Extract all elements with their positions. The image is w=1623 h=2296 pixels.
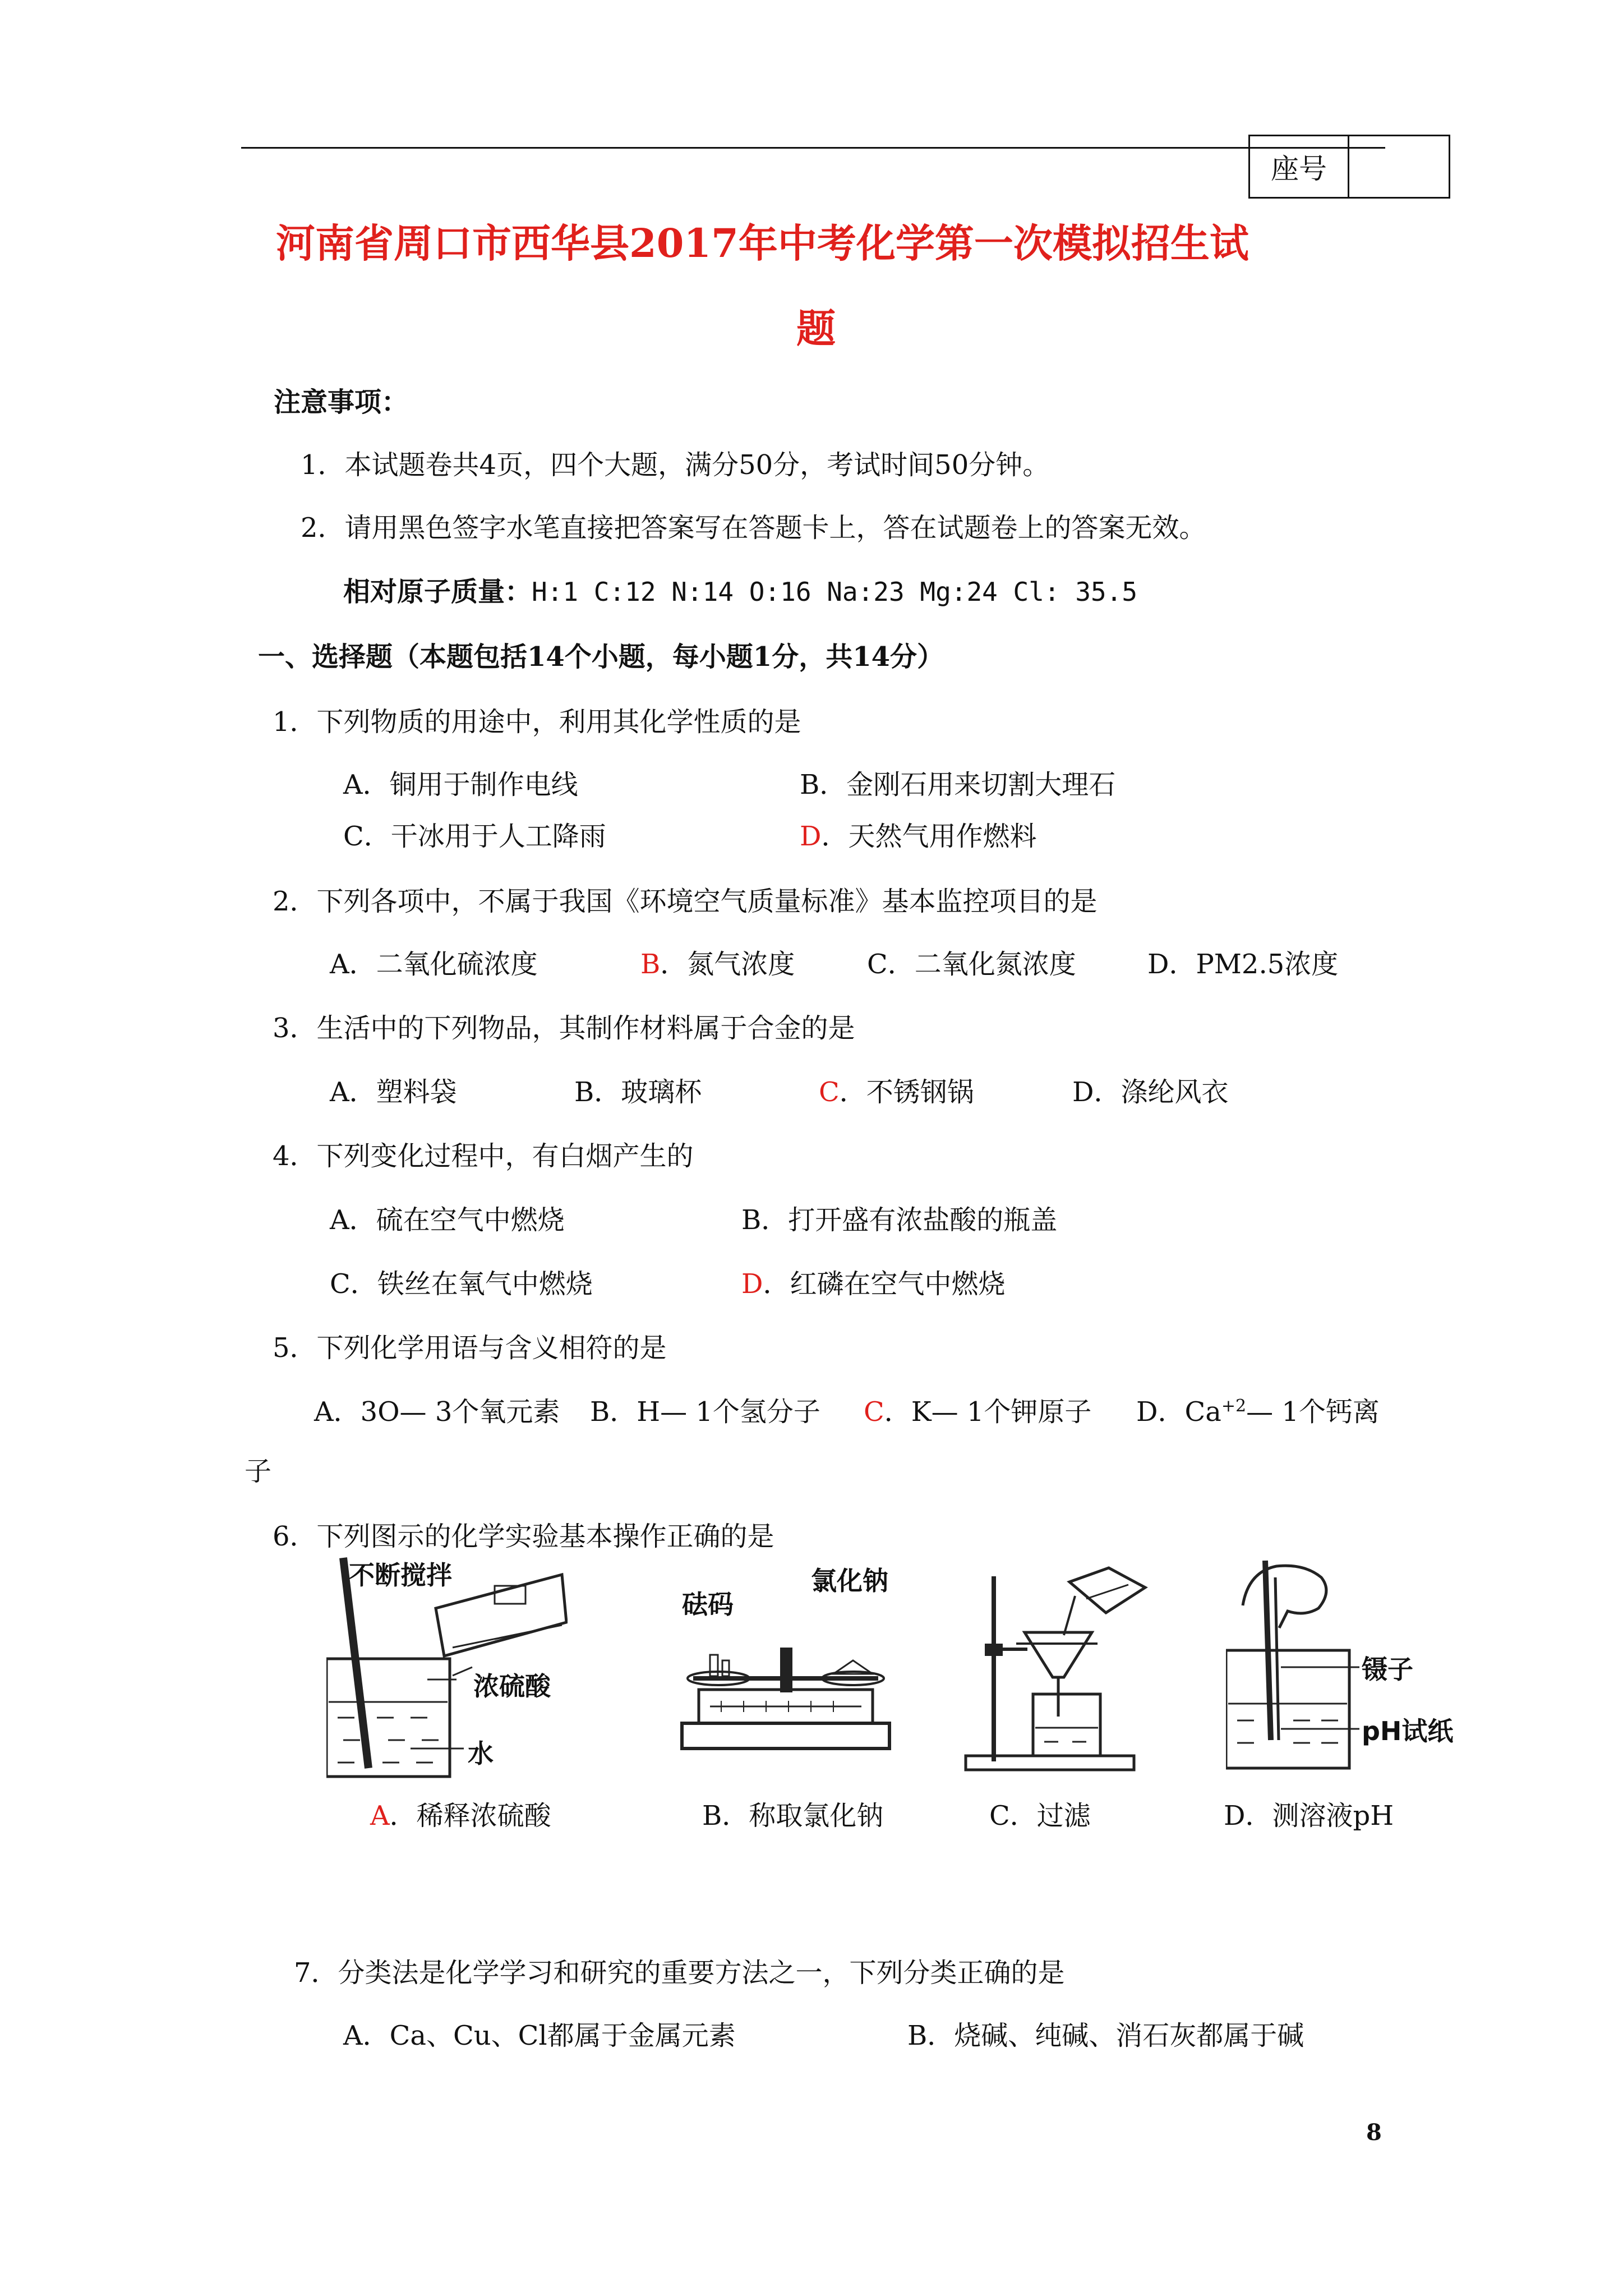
seat-number-box [1248, 135, 1450, 199]
q4-answer-letter: D [741, 1268, 763, 1300]
figure-a-label-acid: 浓硫酸 [473, 1671, 551, 1701]
q1-option-a: A．铜用于制作电线 [343, 769, 578, 800]
q4-stem: 4．下列变化过程中，有白烟产生的 [273, 1140, 694, 1172]
q6-stem: 6．下列图示的化学实验基本操作正确的是 [273, 1521, 774, 1552]
atomic-mass-values: H:1 C:12 N:14 O:16 Na:23 Mg:24 Cl: 35.5 [532, 577, 1138, 607]
figure-d-label-ph-paper: pH试纸 [1362, 1716, 1454, 1746]
q5-option-c: C．K— 1个钾原子 [864, 1396, 1092, 1428]
q4-option-d: D．红磷在空气中燃烧 [741, 1268, 1006, 1300]
figure-measure-ph [1226, 1555, 1454, 1779]
q5-option-d: D．$Ca^{+2}—$ 1个钙离 [1136, 1396, 1380, 1428]
figure-filtration-drawing [960, 1565, 1151, 1778]
q1-option-b: B．金刚石用来切割大理石 [800, 769, 1116, 800]
figure-d-label-tweezers: 镊子 [1362, 1654, 1413, 1685]
seat-label: 座号 [1250, 136, 1349, 197]
q5-answer-letter: C [864, 1396, 884, 1428]
q6-option-b: B．称取氯化钠 [702, 1800, 884, 1832]
q7-option-a: A．Ca、Cu、Cl都属于金属元素 [343, 2020, 736, 2051]
figure-dilute-acid [326, 1555, 568, 1779]
q6-option-d: D．测溶液pH [1224, 1800, 1394, 1832]
q5-option-a: A．3O— 3个氧元素 [314, 1396, 560, 1428]
q2-answer-letter: B [640, 949, 661, 980]
notice-item-1: 1．本试题卷共4页，四个大题，满分50分，考试时间50分钟。 [301, 449, 1050, 481]
q3-stem: 3．生活中的下列物品，其制作材料属于合金的是 [273, 1013, 855, 1044]
q5-stem: 5．下列化学用语与含义相符的是 [273, 1332, 667, 1364]
q3-option-d: D．涤纶风衣 [1072, 1076, 1229, 1108]
figure-b-label-weights: 砝码 [682, 1589, 734, 1619]
q2-option-c: C．二氧化氮浓度 [867, 949, 1076, 980]
q5-charge-superscript: +2 [1221, 1396, 1247, 1416]
q1-answer-letter: D [800, 821, 822, 852]
title-line-1: 河南省周口市西华县2017年中考化学第一次模拟招生试 [276, 220, 1249, 266]
q6-option-c: C．过滤 [989, 1800, 1091, 1832]
header-rule [241, 147, 1385, 149]
q1-option-c: C．干冰用于人工降雨 [343, 821, 606, 852]
q2-option-a: A．二氧化硫浓度 [330, 949, 538, 980]
q3-option-b: B．玻璃杯 [574, 1076, 702, 1108]
q4-option-c: C．铁丝在氧气中燃烧 [330, 1268, 593, 1300]
q7-stem: 7．分类法是化学学习和研究的重要方法之一，下列分类正确的是 [294, 1957, 1065, 1989]
figure-a-label-stir: 不断搅拌 [349, 1560, 452, 1590]
page-number: 8 [1366, 2119, 1382, 2146]
atomic-mass-line [343, 570, 1137, 609]
q3-option-a: A．塑料袋 [330, 1076, 457, 1108]
notice-item-2: 2．请用黑色签字水笔直接把答案写在答题卡上，答在试题卷上的答案无效。 [301, 512, 1206, 544]
q4-option-a: A．硫在空气中燃烧 [330, 1204, 565, 1236]
q2-option-b: B．氮气浓度 [640, 949, 795, 980]
atomic-mass-label: 相对原子质量： [343, 576, 532, 608]
q1-stem: 1．下列物质的用途中，利用其化学性质的是 [273, 706, 801, 738]
notice-heading: 注意事项： [274, 386, 409, 418]
title-line-2: 题 [796, 305, 836, 352]
q6-answer-letter: A [370, 1800, 390, 1832]
q7-option-b: B．烧碱、纯碱、消石灰都属于碱 [907, 2020, 1304, 2051]
figure-b-label-nacl: 氯化钠 [811, 1566, 888, 1596]
q2-option-d: D．PM2.5浓度 [1147, 949, 1339, 980]
section-1-heading: 一、选择题（本题包括14个小题，每小题1分，共14分） [258, 641, 944, 673]
q5-wrap-text: 子 [245, 1456, 272, 1487]
q1-option-d: D．天然气用作燃料 [800, 821, 1037, 852]
q3-answer-letter: C [819, 1076, 840, 1108]
q6-option-a: A．稀释浓硫酸 [370, 1800, 551, 1832]
figure-weigh-nacl [671, 1566, 901, 1763]
figure-a-label-water: 水 [468, 1738, 494, 1769]
figure-filtration [960, 1565, 1151, 1778]
q4-option-b: B．打开盛有浓盐酸的瓶盖 [741, 1204, 1058, 1236]
q3-option-c: C．不锈钢锅 [819, 1076, 974, 1108]
q5-option-b: B．H— 1个氢分子 [590, 1396, 820, 1428]
q2-stem: 2．下列各项中，不属于我国《环境空气质量标准》基本监控项目的是 [273, 886, 1098, 917]
